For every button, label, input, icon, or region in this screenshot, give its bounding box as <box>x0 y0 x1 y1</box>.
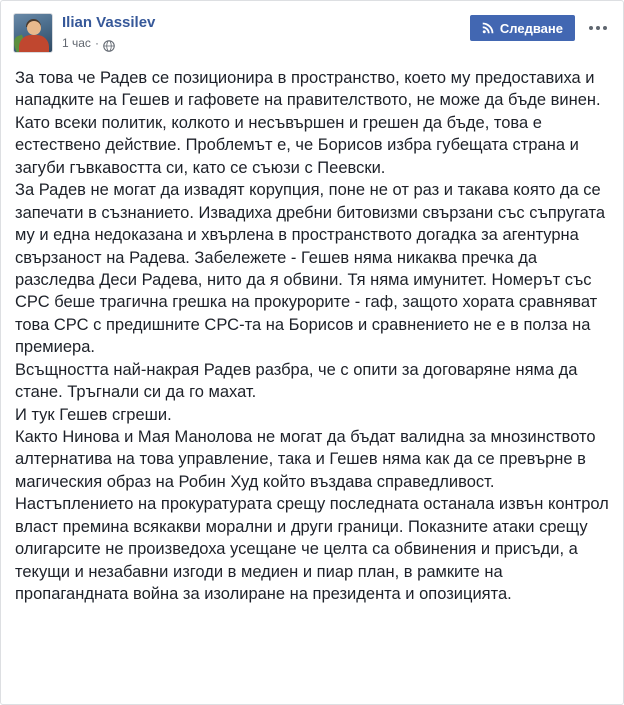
post-meta-row <box>62 36 155 50</box>
post-body <box>1 59 623 606</box>
ellipsis-icon[interactable] <box>585 17 611 39</box>
post-header-text <box>62 13 155 50</box>
ellipsis-dot <box>596 26 600 30</box>
post-paragraph: И тук Гешев сгреши. <box>15 405 172 424</box>
avatar-body-shape <box>19 35 49 53</box>
avatar[interactable] <box>13 13 53 53</box>
ellipsis-dot <box>603 26 607 30</box>
avatar-face-shape <box>27 21 41 35</box>
follow-button-label: Следване <box>499 20 563 36</box>
ellipsis-dot <box>589 26 593 30</box>
follow-button[interactable] <box>470 15 575 41</box>
globe-icon[interactable] <box>103 38 115 50</box>
rss-icon <box>482 22 494 34</box>
post-paragraph: За това че Радев се позиционира в пространство, което му предоставиха и нападките на Гешев и гафовете на правителството, не може да бъде винен. Като всеки политик, колкото и несъвършен и грешен да бъде, това е естествено действие. Проблемът е, че Борисов избра губещата страна и загуби гъвкавостта си, като се съюзи с Пеевски. <box>15 69 601 177</box>
post-paragraph: За Радев не могат да извадят корупция, поне не от раз и такава която да се запечати в съзнанието. Извадиха дребни битовизми свързани със съпругата му и една недоказана и хвърлена в пространството догадка за агентурна свързаност на Радева. Забележете - Гешев няма никаква пречка да разследва Деси Радева, нито да я обвини. Тя няма имунитет. Номерът със СРС беше трагична грешка на прокурорите - гаф, защото хората сравняват това СРС с предишните СРС-та на Борисов и сравнението не е в полза на премиера. <box>15 181 606 357</box>
post-paragraph: Всъщността най-накрая Радев разбра, че с опити за договаряне няма да стане. Тръгнали си да го махат. <box>15 360 578 402</box>
post-header <box>1 1 623 59</box>
author-name-link[interactable]: Ilian Vassilev <box>62 14 156 31</box>
post-paragraph: Както Нинова и Мая Манолова не могат да бъдат валидна за мнозинството алтернатива на това управление, така и Гешев няма как да се превърне в магическия образ на Робин Худ който въздава справедливост. Настъплението на прокуратурата срещу последната останала извън контрол власт премина всякакви морални и други граници. Показните атаки срещу олигарсите не произведоха усещане че целта са обвинения и присъди, а текущи и незабавни изгоди в медиен и пиар план, в рамките на пропагандната война за изолиране на президента и опозицията. <box>15 428 609 604</box>
meta-separator: · <box>94 36 99 50</box>
post-timestamp[interactable]: 1 час <box>62 36 91 50</box>
